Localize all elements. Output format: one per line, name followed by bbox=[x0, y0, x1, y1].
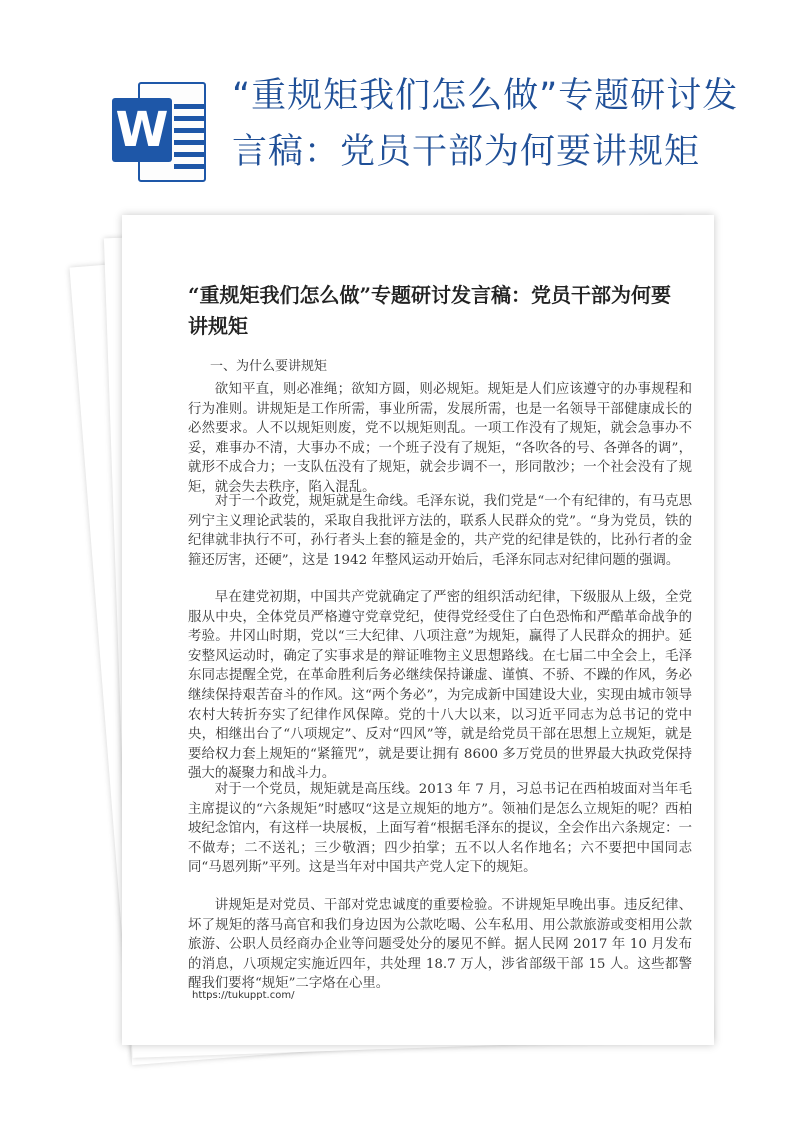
page-header bbox=[0, 0, 800, 205]
header-title: “重规矩我们怎么做”专题研讨发言稿：党员干部为何要讲规矩 bbox=[232, 76, 739, 172]
paragraph-1: 欲知平直，则必准绳；欲知方圆，则必规矩。规矩是人们应该遵守的办事规程和行为准则。讲规矩是工作所需，事业所需，发展所需，也是一名领导干部健康成长的必然要求。人不以规矩则废，党不以规矩则乱。一项工作没有了规矩，就会急事办不妥，难事办不清，大事办不成；一个班子没有了规矩，“各吹各的号、各弹各的调”，就形不成合力；一支队伍没有了规矩，就会步调不一，形同散沙；一个社会没有了规矩，就会失去秩序，陷入混乱。 bbox=[188, 382, 692, 495]
word-icon-line bbox=[174, 140, 204, 145]
footer-url: https://tukuppt.com/ bbox=[192, 990, 295, 1001]
word-icon-letter: W bbox=[112, 98, 172, 162]
word-icon-line bbox=[174, 128, 204, 133]
document-title: “重规矩我们怎么做”专题研讨发言稿：党员干部为何要讲规矩 bbox=[188, 283, 672, 338]
word-icon-line bbox=[174, 164, 204, 169]
paragraph-3: 早在建党初期，中国共产党就确定了严密的组织活动纪律，下级服从上级，全党服从中央，全体党员严格遵守党章党纪，使得党经受住了白色恐怖和严酷革命战争的考验。井冈山时期，党以“三大纪律、八项注意”为规矩，赢得了人民群众的拥护。延安整风运动时，确定了实事求是的辩证唯物主义思想路线。在七届二中全会上，毛泽东同志提醒全党，在革命胜利后务必继续保持谦虚、谨慎、不骄、不躁的作风，务必继续保持艰苦奋斗的作风。这“两个务必”，为完成新中国建设大业，实现由城市领导农村大转折夯实了纪律作风保障。党的十八大以来，以习近平同志为总书记的党中央，相继出台了“八项规定”、反对“四风”等，就是给党员干部在思想上立规矩，就是要给权力套上规矩的“紧箍咒”，就是要让拥有 8600 多万党员的世界最大执政党保持强大的凝聚力和战斗力。 bbox=[188, 590, 692, 782]
word-document-icon bbox=[108, 78, 208, 188]
paragraph-4: 对于一个党员，规矩就是高压线。2013 年 7 月，习总书记在西柏坡面对当年毛主席提议的“六条规矩”时感叹“这是立规矩的地方”。领袖们是怎么立规矩的呢？西柏坡纪念馆内，有这样一块展板，上面写着“根据毛泽东的提议，全会作出六条规定：一不做寿；二不送礼；三少敬酒；四少拍掌；五不以人名作地名；六不要把中国同志同“马恩列斯”平列。这是当年对中国共产党人定下的规矩。 bbox=[188, 782, 692, 876]
paragraph-2: 对于一个政党，规矩就是生命线。毛泽东说，我们党是“一个有纪律的，有马克思列宁主义理论武装的，采取自我批评方法的，联系人民群众的党”。“身为党员，铁的纪律就非执行不可，孙行者头上套的箍是金的，共产党的纪律是铁的，比孙行者的金箍还厉害，还硬”，这是 1942 年整风运动开始后，毛泽东同志对纪律问题的强调。 bbox=[188, 494, 692, 568]
word-icon-line bbox=[174, 104, 204, 109]
word-icon-line bbox=[174, 152, 204, 157]
word-icon-line bbox=[174, 116, 204, 121]
section-heading: 一、为什么要讲规矩 bbox=[210, 359, 328, 374]
paragraph-5: 讲规矩是对党员、干部对党忠诚度的重要检验。不讲规矩早晚出事。违反纪律、坏了规矩的落马高官和我们身边因为公款吃喝、公车私用、用公款旅游或变相用公款旅游、公职人员经商办企业等问题受处分的屡见不鲜。据人民网 2017 年 10 月发布的消息，八项规定实施近四年，共处理 18.7 万人，涉省部级干部 15 人。这些都警醒我们要将“规矩”二字烙在心里。 bbox=[188, 898, 692, 992]
